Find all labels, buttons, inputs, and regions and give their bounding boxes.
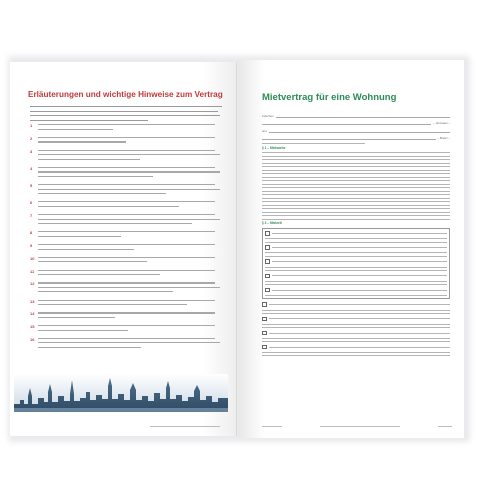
landlord-field[interactable] <box>262 110 450 118</box>
city-skyline-illustration <box>14 374 228 412</box>
form-line[interactable] <box>265 267 447 268</box>
form-line[interactable] <box>262 219 450 220</box>
form-line[interactable] <box>265 259 447 264</box>
hint-paragraph <box>30 184 226 197</box>
form-line[interactable] <box>262 166 450 167</box>
hint-paragraph <box>30 282 226 295</box>
checkbox[interactable] <box>265 231 270 236</box>
left-page-footer <box>150 426 220 427</box>
checkbox[interactable] <box>265 259 270 264</box>
hint-paragraph <box>30 231 226 240</box>
form-line[interactable] <box>262 324 450 325</box>
hint-paragraph <box>30 257 226 266</box>
hint-paragraph <box>30 270 226 279</box>
tenant-field[interactable] <box>262 125 450 133</box>
hint-paragraph-number: 2 <box>30 136 33 142</box>
left-page-title: Erläuterungen und wichtige Hinweise zum Vertrag <box>28 90 223 99</box>
hint-paragraph-number: 14 <box>30 311 35 317</box>
hint-paragraph <box>30 214 226 227</box>
form-line[interactable] <box>265 231 447 236</box>
form-line[interactable] <box>262 302 450 307</box>
hint-paragraph <box>30 244 226 253</box>
form-line[interactable] <box>262 173 450 174</box>
form-line[interactable] <box>262 327 450 328</box>
hint-paragraph <box>30 150 226 163</box>
form-line[interactable] <box>262 331 450 336</box>
section-1-rows <box>262 152 450 219</box>
form-line[interactable] <box>262 205 450 206</box>
left-page <box>10 62 237 436</box>
checkbox[interactable] <box>265 245 270 250</box>
form-line[interactable] <box>262 159 450 160</box>
hint-paragraph-number: 9 <box>30 243 33 249</box>
contract-form <box>262 110 450 359</box>
form-line[interactable] <box>265 284 447 285</box>
form-line[interactable] <box>262 152 450 153</box>
section-2-heading: § 2 – Mietzeit <box>262 221 282 226</box>
form-line[interactable] <box>265 274 447 279</box>
section-3-rows <box>262 302 450 356</box>
mieter-label: – Mieter – <box>437 136 450 141</box>
form-line[interactable] <box>262 338 450 339</box>
hint-paragraph-number: 5 <box>30 183 33 189</box>
form-line[interactable] <box>265 256 447 257</box>
und-label: und <box>262 128 267 133</box>
landlord-field-2[interactable] <box>262 118 450 126</box>
form-line[interactable] <box>262 310 450 311</box>
hint-paragraph <box>30 325 226 334</box>
vermieter-label: – Vermieter – <box>433 121 450 126</box>
hint-paragraphs <box>30 124 226 351</box>
tenant-field-2[interactable] <box>262 133 450 141</box>
form-line[interactable] <box>262 191 450 192</box>
checkbox[interactable] <box>262 331 267 336</box>
form-line[interactable] <box>265 295 447 296</box>
form-line[interactable] <box>262 201 450 202</box>
form-line[interactable] <box>262 184 450 185</box>
hint-paragraph <box>30 201 226 210</box>
hint-paragraph <box>30 137 226 146</box>
form-line[interactable] <box>262 341 450 342</box>
hint-paragraph-number: 12 <box>30 281 35 287</box>
form-line[interactable] <box>265 238 447 239</box>
form-line[interactable] <box>262 345 450 350</box>
form-line[interactable] <box>262 352 450 353</box>
section-2-box <box>262 228 450 299</box>
form-line[interactable] <box>265 288 447 293</box>
right-page-footer <box>262 426 452 427</box>
checkbox[interactable] <box>265 288 270 293</box>
hint-paragraph-number: 8 <box>30 230 33 236</box>
right-page-title: Mietvertrag für eine Wohnung <box>262 92 397 103</box>
checkbox[interactable] <box>265 274 270 279</box>
form-line[interactable] <box>262 156 450 157</box>
hint-paragraph-number: 16 <box>30 336 35 342</box>
hint-paragraph-number: 6 <box>30 200 33 206</box>
checkbox[interactable] <box>262 317 267 322</box>
form-line[interactable] <box>262 177 450 178</box>
form-line[interactable] <box>262 170 450 171</box>
hint-paragraph-number: 3 <box>30 148 33 154</box>
zwischen-label: zwischen <box>262 113 274 118</box>
hint-paragraph-number: 10 <box>30 255 35 261</box>
form-line[interactable] <box>262 313 450 314</box>
checkbox[interactable] <box>262 345 267 350</box>
form-line[interactable] <box>262 317 450 322</box>
form-line[interactable] <box>265 242 447 243</box>
hint-paragraph-number: 11 <box>30 268 35 274</box>
form-line[interactable] <box>265 252 447 253</box>
hint-paragraph-number: 15 <box>30 324 35 330</box>
form-line[interactable] <box>262 215 450 216</box>
intro-text <box>30 106 226 121</box>
form-line[interactable] <box>265 281 447 282</box>
hint-paragraph-number: 1 <box>30 123 33 129</box>
hint-paragraph <box>30 338 226 351</box>
form-line[interactable] <box>262 212 450 213</box>
form-line[interactable] <box>262 180 450 181</box>
form-line[interactable] <box>265 270 447 271</box>
hint-paragraph-number: 7 <box>30 213 33 219</box>
checkbox[interactable] <box>262 302 267 307</box>
form-line[interactable] <box>262 163 450 164</box>
hint-paragraph <box>30 312 226 321</box>
right-page <box>238 60 464 438</box>
form-line[interactable] <box>262 355 450 356</box>
hint-paragraph-number: 13 <box>30 298 35 304</box>
left-page-body <box>30 106 226 355</box>
form-line[interactable] <box>262 194 450 195</box>
form-line[interactable] <box>262 187 450 188</box>
form-line[interactable] <box>262 208 450 209</box>
form-line[interactable] <box>265 245 447 250</box>
hint-paragraph-number: 4 <box>30 166 33 172</box>
hint-paragraph <box>30 300 226 309</box>
hint-paragraph <box>30 124 226 133</box>
hint-paragraph <box>30 167 226 180</box>
form-line[interactable] <box>262 198 450 199</box>
section-1-heading: § 1 – Mietsache <box>262 146 286 151</box>
